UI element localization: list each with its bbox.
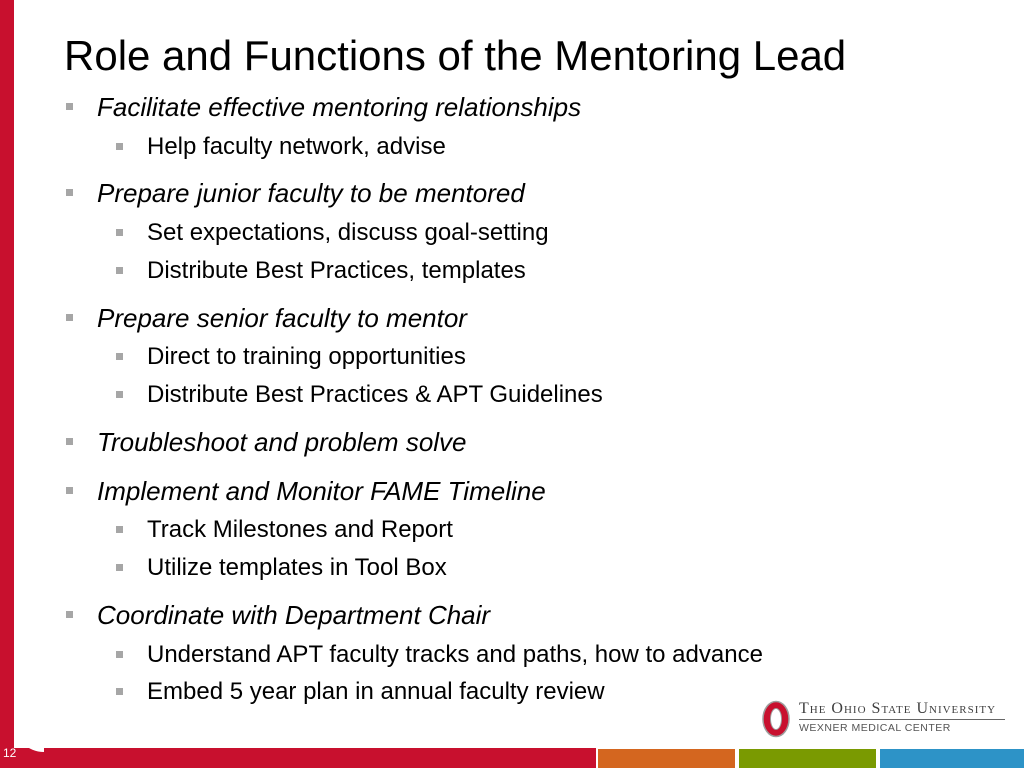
sub-bullet-item [147,256,526,286]
logo-divider [799,719,1005,720]
square-bullet-icon [116,564,123,571]
bullet-text: Facilitate effective mentoring relationships [97,92,582,122]
block-o-icon [762,700,790,738]
square-bullet-icon [116,353,123,360]
sub-bullet-text: Understand APT faculty tracks and paths, how to advance [147,641,763,668]
bottom-accent-bar [0,748,596,768]
sub-bullet-item [147,640,763,670]
sub-bullet-item [147,218,549,248]
footer-stripe-blue [880,749,1024,768]
bullet-item [97,475,546,507]
page-number: 12 [3,746,17,760]
logo-center-name: WEXNER MEDICAL CENTER [799,722,951,734]
sub-bullet-text: Distribute Best Practices & APT Guidelines [147,381,603,408]
bullet-item [97,91,581,123]
bullet-text: Troubleshoot and problem solve [97,427,467,457]
sub-bullet-text: Direct to training opportunities [147,343,466,370]
square-bullet-icon [116,267,123,274]
square-bullet-icon [116,143,123,150]
sub-bullet-item [147,342,466,372]
square-bullet-icon [66,438,73,445]
square-bullet-icon [116,688,123,695]
bullet-text: Prepare senior faculty to mentor [97,303,467,333]
sub-bullet-item [147,677,605,707]
square-bullet-icon [116,229,123,236]
square-bullet-icon [66,103,73,110]
sub-bullet-item [147,515,453,545]
square-bullet-icon [66,314,73,321]
sub-bullet-text: Track Milestones and Report [147,516,453,543]
bullet-text: Prepare junior faculty to be mentored [97,178,525,208]
footer-stripe-orange [598,749,735,768]
bullet-item [97,177,525,209]
osu-wexner-logo [762,698,1012,740]
sub-bullet-text: Help faculty network, advise [147,133,446,160]
footer-stripe-green [739,749,876,768]
sub-bullet-text: Set expectations, discuss goal-setting [147,219,549,246]
square-bullet-icon [66,487,73,494]
bullet-item [97,599,490,631]
bullet-item [97,426,467,458]
sub-bullet-item [147,132,446,162]
sub-bullet-item [147,380,603,410]
left-accent-bar [0,0,17,768]
sub-bullet-item [147,553,447,583]
bullet-item [97,302,467,334]
slide-title: Role and Functions of the Mentoring Lead [64,32,847,79]
bullet-text: Implement and Monitor FAME Timeline [97,476,546,506]
sub-bullet-text: Utilize templates in Tool Box [147,554,447,581]
square-bullet-icon [66,611,73,618]
sub-bullet-text: Embed 5 year plan in annual faculty review [147,678,605,705]
square-bullet-icon [116,391,123,398]
square-bullet-icon [116,651,123,658]
bullet-text: Coordinate with Department Chair [97,600,491,630]
square-bullet-icon [66,189,73,196]
logo-university-name: The Ohio State University [799,700,997,717]
square-bullet-icon [116,526,123,533]
sub-bullet-text: Distribute Best Practices, templates [147,257,526,284]
